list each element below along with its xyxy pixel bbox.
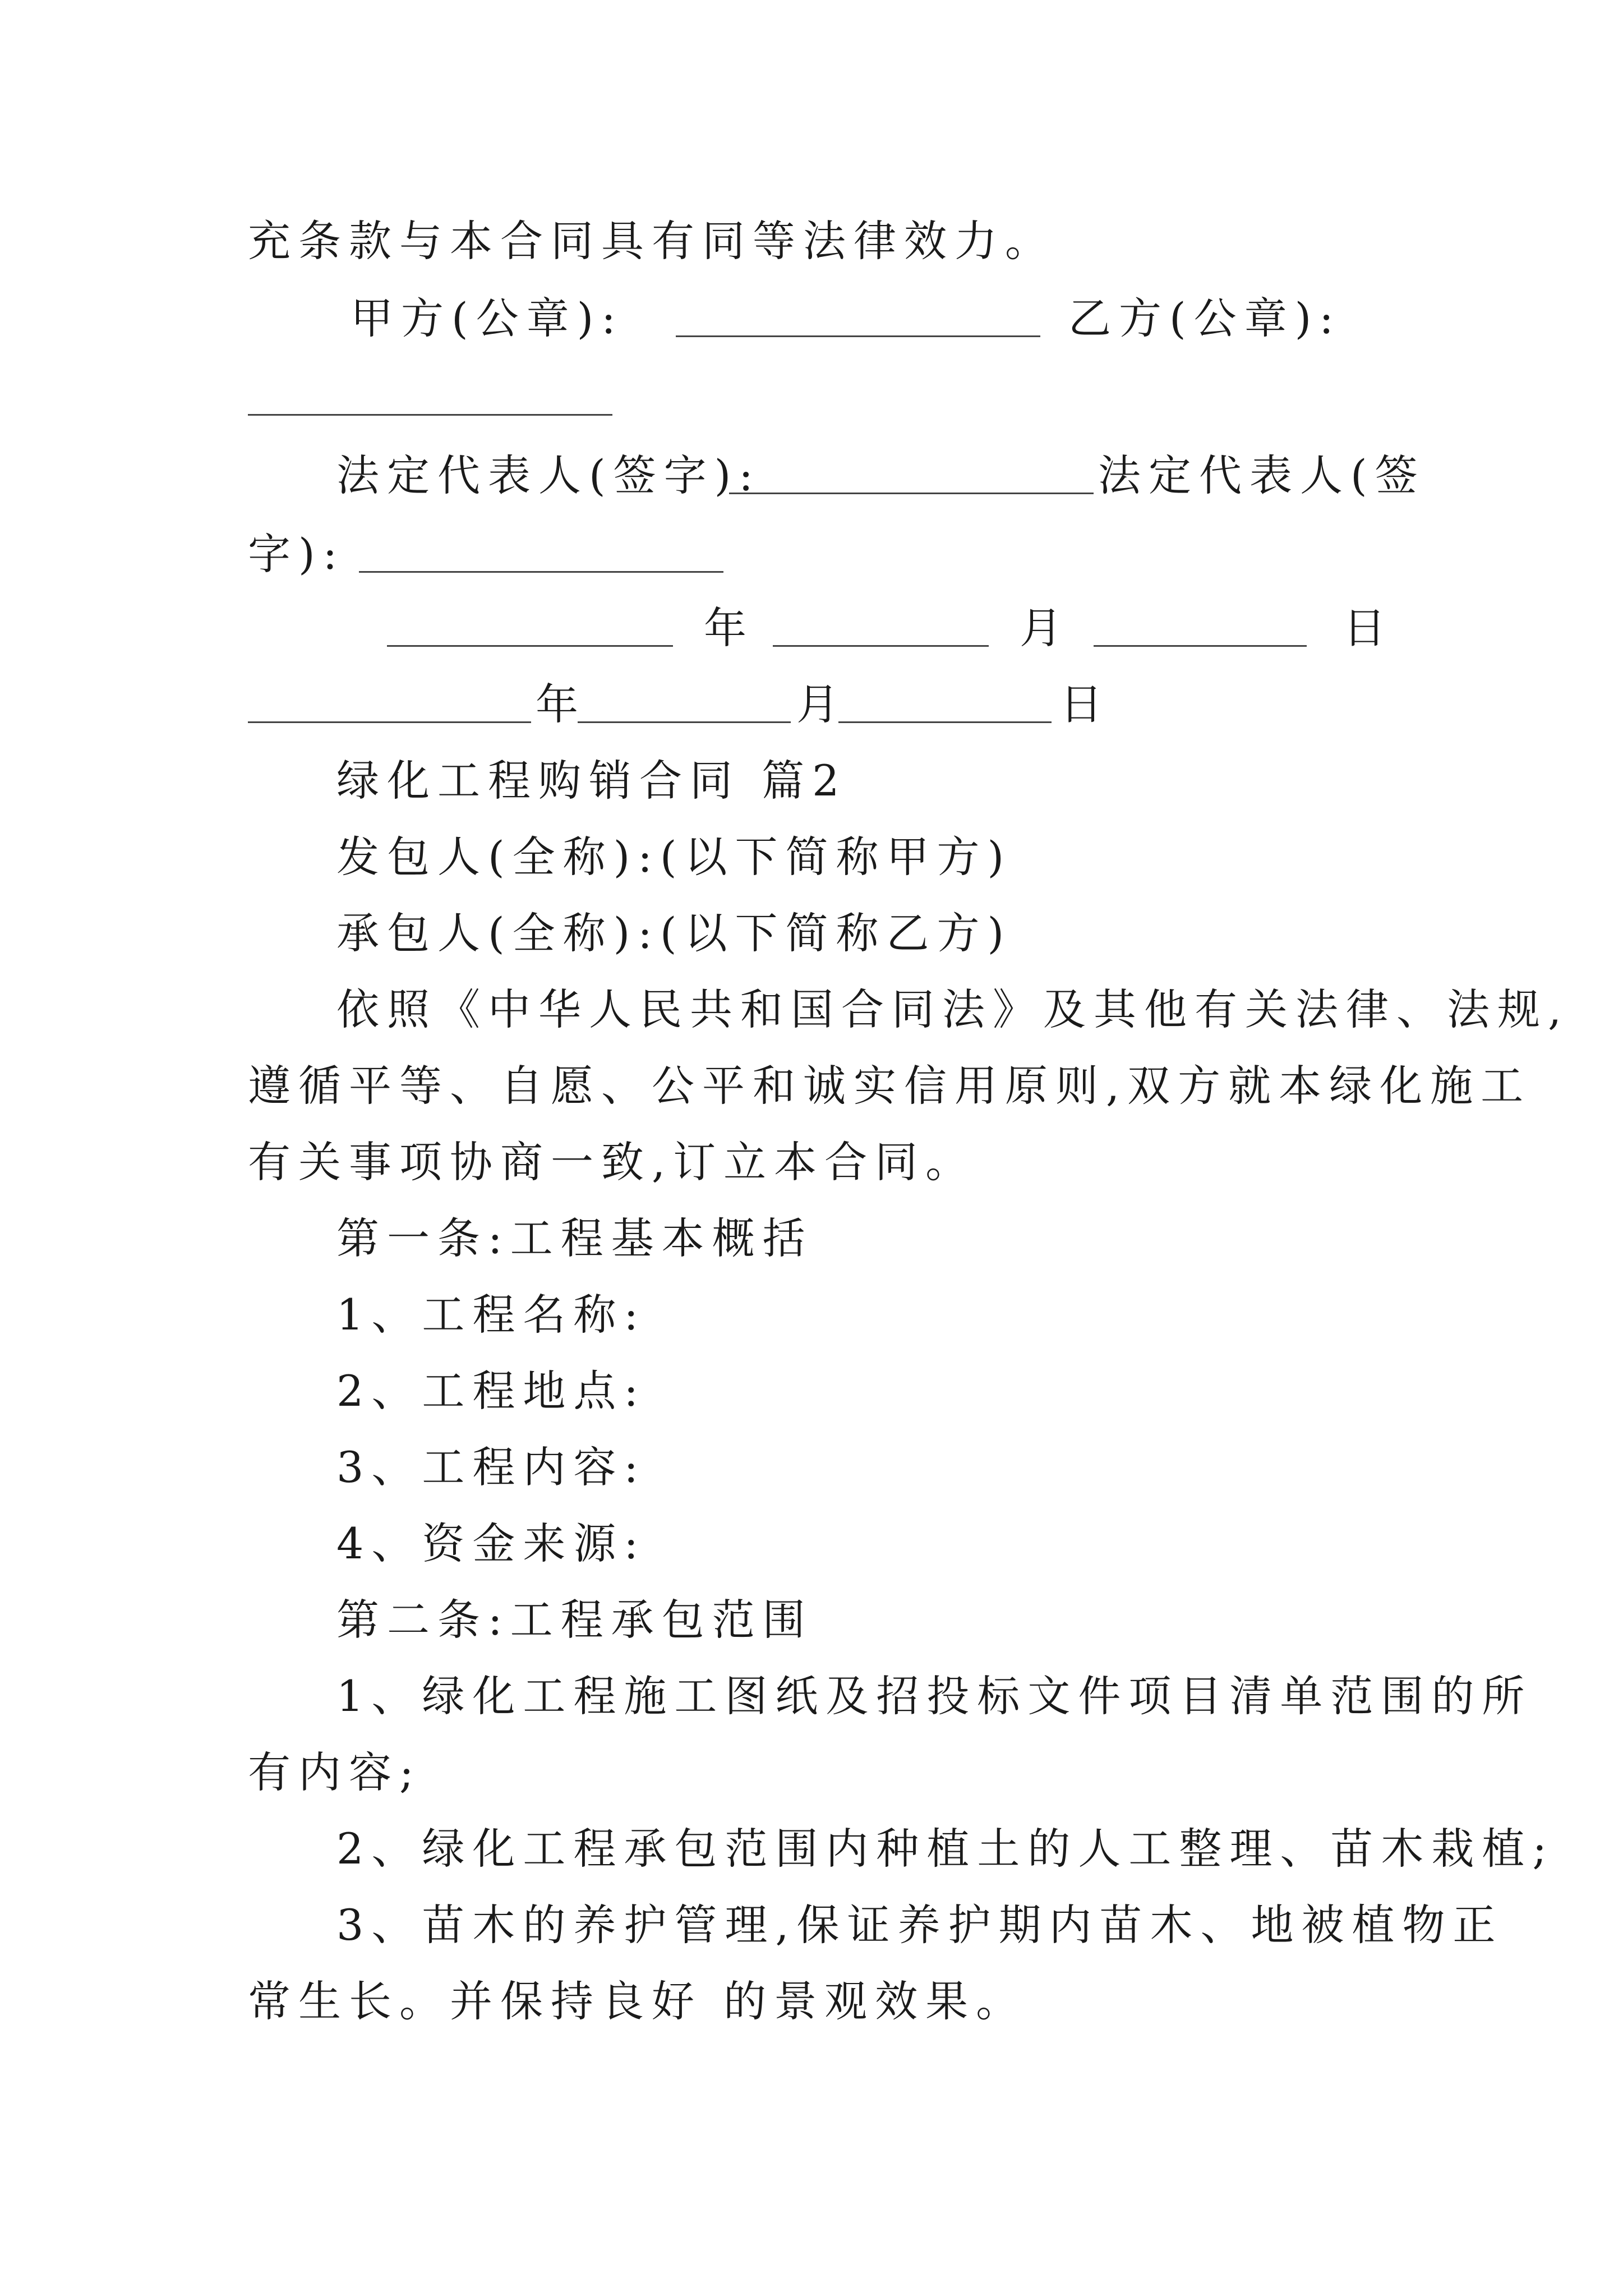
list-item: 常生长。并保持良好 的景观效果。 — [248, 1976, 1027, 2026]
party-b-rep-label-cont: 字): — [248, 529, 345, 579]
article-title: 第一条:工程基本概括 — [336, 1213, 813, 1263]
date-b-month-label: 月 — [796, 679, 847, 729]
party-b-seal-label: 乙方(公章): — [1068, 293, 1341, 343]
date-a-year-label: 年 — [704, 603, 754, 653]
date-a-month-blank — [773, 607, 989, 654]
list-item: 4、资金来源: — [336, 1519, 646, 1568]
preamble-line: 有关事项协商一致,订立本合同。 — [248, 1137, 976, 1187]
date-a-month-label: 月 — [1020, 603, 1070, 653]
list-item: 2、工程地点: — [336, 1366, 646, 1416]
date-a-year-blank — [387, 607, 673, 654]
party-a-seal-label: 甲方(公章): — [351, 293, 624, 343]
list-item: 1、绿化工程施工图纸及招投标文件项目清单范围的所 — [336, 1671, 1533, 1721]
preamble-line: 遵循平等、自愿、公平和诚实信用原则,双方就本绿化施工 — [248, 1061, 1532, 1111]
party-a-rep-blank — [729, 454, 1094, 501]
section-title: 绿化工程购销合同 篇2 — [336, 756, 847, 806]
date-b-month-blank — [578, 683, 791, 730]
date-b-year-label: 年 — [536, 679, 586, 729]
contractor-line: 承包人(全称):(以下简称乙方) — [336, 908, 1012, 958]
date-b-day-label: 日 — [1060, 679, 1110, 729]
date-a-day-label: 日 — [1343, 603, 1394, 653]
list-item: 2、绿化工程承包范围内种植土的人工整理、苗木栽植; — [336, 1824, 1555, 1874]
list-item: 3、苗木的养护管理,保证养护期内苗木、地被植物正 — [336, 1900, 1504, 1950]
party-b-rep-label: 法定代表人(签 — [1098, 450, 1426, 500]
preamble-line: 依照《中华人民共和国合同法》及其他有关法律、法规, — [336, 984, 1570, 1034]
date-b-day-blank — [838, 683, 1052, 730]
list-item: 有内容; — [248, 1747, 422, 1797]
article-title: 第二条:工程承包范围 — [336, 1595, 813, 1645]
list-item: 3、工程内容: — [336, 1442, 646, 1492]
employer-line: 发包人(全称):(以下简称甲方) — [336, 832, 1012, 882]
party-b-seal-blank — [248, 376, 612, 422]
party-a-seal-blank — [676, 297, 1040, 344]
date-b-year-blank — [248, 683, 531, 730]
party-a-rep-label: 法定代表人(签字): — [336, 450, 761, 500]
date-a-day-blank — [1094, 607, 1307, 654]
text-line: 充条款与本合同具有同等法律效力。 — [248, 216, 1055, 266]
list-item: 1、工程名称: — [336, 1290, 646, 1340]
party-b-rep-blank — [359, 533, 723, 579]
